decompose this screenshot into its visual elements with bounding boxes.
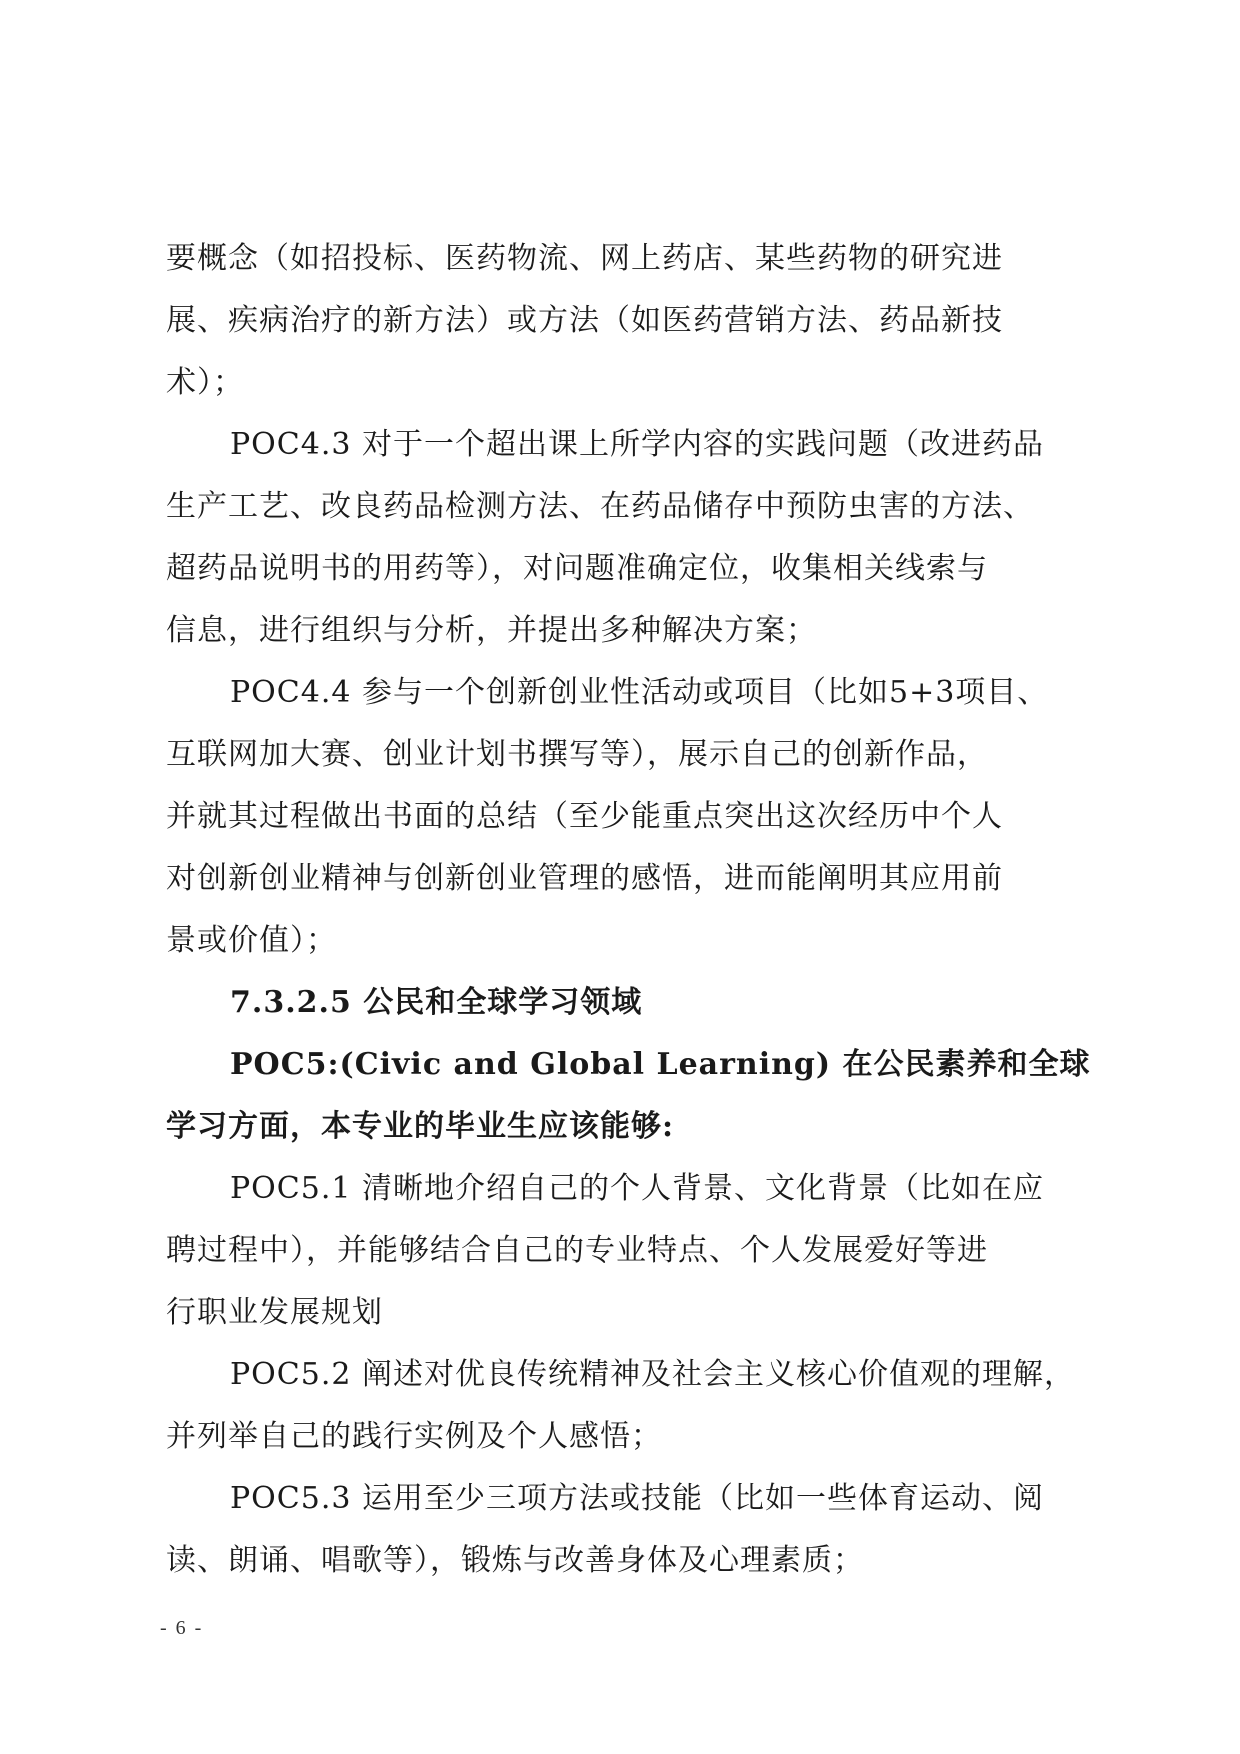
section-heading: 7.3.2.5 公民和全球学习领域 bbox=[230, 985, 643, 1020]
paragraph-poc4-3: POC4.3 对于一个超出课上所学内容的实践问题（改进药品 bbox=[230, 427, 1044, 462]
text-line: 术）； bbox=[166, 365, 244, 400]
text-line: 互联网加大赛、创业计划书撰写等），展示自己的创新作品， bbox=[166, 737, 988, 772]
text-line: 展、疾病治疗的新方法）或方法（如医药营销方法、药品新技 bbox=[166, 303, 1003, 338]
text-line: 行职业发展规划 bbox=[166, 1295, 383, 1330]
poc5-heading: POC5:(Civic and Global Learning) 在公民素养和全球 bbox=[230, 1047, 1091, 1082]
text-line: 景或价值）； bbox=[166, 923, 337, 958]
paragraph-poc4-4: POC4.4 参与一个创新创业性活动或项目（比如5+3项目、 bbox=[230, 675, 1049, 710]
text-line: 信息，进行组织与分析，并提出多种解决方案； bbox=[166, 613, 817, 648]
text-line: 超药品说明书的用药等），对问题准确定位，收集相关线索与 bbox=[166, 551, 988, 586]
text-line: 并列举自己的践行实例及个人感悟； bbox=[166, 1419, 662, 1454]
page-number: - 6 - bbox=[160, 1617, 204, 1639]
paragraph-poc5-2: POC5.2 阐述对优良传统精神及社会主义核心价值观的理解， bbox=[230, 1357, 1075, 1392]
text-line: 聘过程中），并能够结合自己的专业特点、个人发展爱好等进 bbox=[166, 1233, 988, 1268]
document-body bbox=[166, 228, 1091, 1592]
text-line: 要概念（如招投标、医药物流、网上药店、某些药物的研究进 bbox=[166, 241, 1003, 276]
text-line: 对创新创业精神与创新创业管理的感悟，进而能阐明其应用前 bbox=[166, 861, 1003, 896]
text-line: 并就其过程做出书面的总结（至少能重点突出这次经历中个人 bbox=[166, 799, 1003, 834]
poc5-heading-continued: 学习方面，本专业的毕业生应该能够: bbox=[166, 1109, 675, 1144]
paragraph-poc5-1: POC5.1 清晰地介绍自己的个人背景、文化背景（比如在应 bbox=[230, 1171, 1044, 1206]
text-line: 生产工艺、改良药品检测方法、在药品储存中预防虫害的方法、 bbox=[166, 489, 1034, 524]
paragraph-poc5-3: POC5.3 运用至少三项方法或技能（比如一些体育运动、阅 bbox=[230, 1481, 1044, 1516]
text-line: 读、朗诵、唱歌等），锻炼与改善身体及心理素质； bbox=[166, 1543, 864, 1578]
